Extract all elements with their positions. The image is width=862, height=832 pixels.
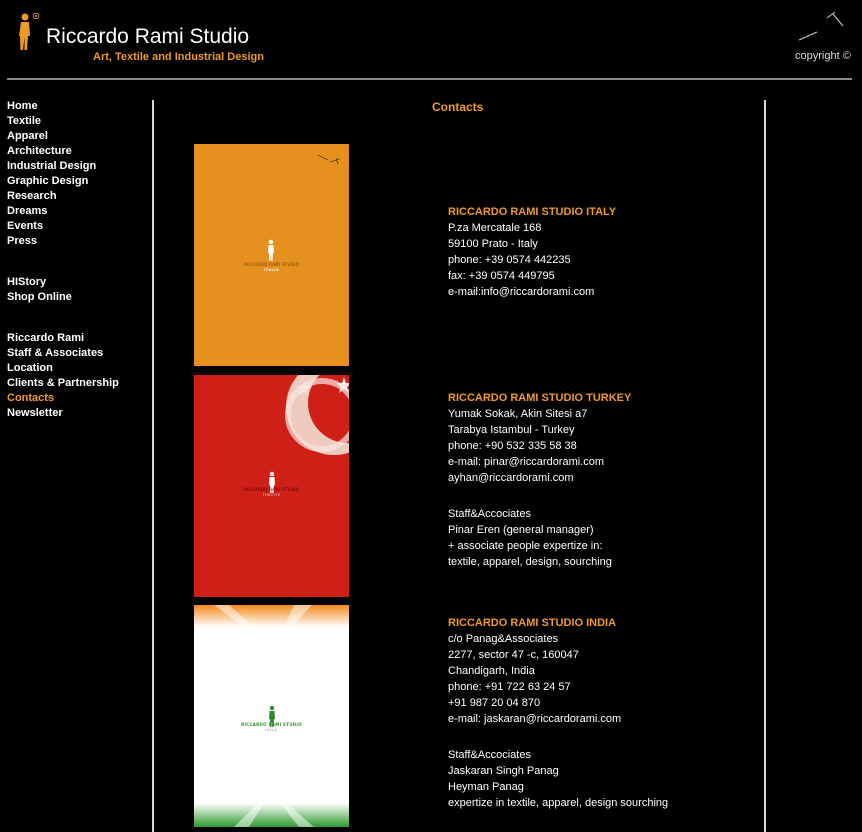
studio-logo-figure-icon[interactable] bbox=[14, 12, 40, 52]
italy-phone: phone: +39 0574 442235 bbox=[448, 254, 571, 266]
nav-item-dreams[interactable]: Dreams bbox=[7, 205, 48, 217]
india-address-line: 2277, sector 47 -c, 160047 bbox=[448, 649, 579, 661]
nav-item-graphic-design[interactable]: Graphic Design bbox=[7, 175, 89, 187]
india-staff-line: expertize in textile, apparel, design sourching bbox=[448, 797, 669, 809]
sidebar-nav bbox=[7, 100, 119, 422]
turkey-address-line: Yumak Sokak, Akin Sitesi a7 bbox=[448, 408, 588, 420]
turkey-card-sublabel: TURKIYE bbox=[262, 493, 281, 497]
turkey-flag-crescent-art bbox=[194, 375, 349, 597]
content-divider-right bbox=[764, 100, 766, 832]
card-turkey bbox=[194, 375, 349, 597]
nav-item-events[interactable]: Events bbox=[7, 220, 44, 232]
india-card-label: RICCARDO RAMI STUDIO bbox=[241, 722, 302, 727]
contact-title-turkey: RICCARDO RAMI STUDIO TURKEY bbox=[448, 392, 632, 404]
india-card-art bbox=[194, 605, 349, 827]
nav-item-architecture[interactable]: Architecture bbox=[7, 145, 72, 157]
contact-block-italy bbox=[448, 206, 616, 302]
nav-item-contacts[interactable]: Contacts bbox=[7, 392, 55, 404]
turkey-city-line: Tarabya Istambul - Turkey bbox=[448, 424, 575, 436]
india-email-link[interactable]: e-mail: jaskaran@riccardorami.com bbox=[448, 713, 622, 725]
turkey-email-link[interactable]: e-mail: pinar@riccardorami.com bbox=[448, 456, 605, 468]
italy-city-line: 59100 Prato - Italy bbox=[448, 238, 538, 250]
nav-group-studio bbox=[7, 332, 119, 422]
india-phone2: +91 987 20 04 870 bbox=[448, 697, 541, 709]
italy-fax: fax: +39 0574 449795 bbox=[448, 270, 555, 282]
site-title[interactable]: Riccardo Rami Studio bbox=[46, 25, 250, 48]
site-subtitle: Art, Textile and Industrial Design bbox=[93, 51, 264, 63]
turkey-staff-line: textile, apparel, design, sourching bbox=[448, 556, 612, 568]
nav-item-press[interactable]: Press bbox=[7, 235, 37, 247]
page-title: Contacts bbox=[432, 100, 484, 114]
italy-card-label: RICCARDO RAMI STUDIO bbox=[243, 262, 300, 267]
nav-group-history bbox=[7, 276, 119, 306]
turkey-staff-line: Pinar Eren (general manager) bbox=[448, 524, 594, 536]
italy-email-link[interactable]: e-mail:info@riccardorami.com bbox=[448, 286, 595, 298]
nav-group-main bbox=[7, 100, 119, 250]
content-divider-left bbox=[152, 100, 154, 832]
india-address-line: c/o Panag&Associates bbox=[448, 633, 559, 645]
card-india bbox=[194, 605, 349, 827]
nav-item-home[interactable]: Home bbox=[7, 100, 38, 112]
contact-title-italy: RICCARDO RAMI STUDIO ITALY bbox=[448, 206, 617, 218]
turkey-card-label: RICCARDO RAMI STUDIO bbox=[243, 487, 300, 492]
nav-item-newsletter[interactable]: Newsletter bbox=[7, 407, 63, 419]
nav-item-industrial-design[interactable]: Industrial Design bbox=[7, 160, 97, 172]
header-divider bbox=[7, 78, 852, 80]
nav-item-location[interactable]: Location bbox=[7, 362, 53, 374]
turkey-staff-line: + associate people expertize in: bbox=[448, 540, 603, 552]
contact-block-turkey bbox=[448, 392, 631, 572]
turkey-phone: phone: +90 532 335 58 38 bbox=[448, 440, 577, 452]
india-card-sublabel: INDIA bbox=[265, 728, 278, 732]
spacer bbox=[448, 488, 631, 508]
nav-item-history[interactable]: HIStory bbox=[7, 276, 47, 288]
nav-item-apparel[interactable]: Apparel bbox=[7, 130, 48, 142]
italy-card-art bbox=[194, 144, 349, 366]
india-phone: phone: +91 722 63 24 57 bbox=[448, 681, 571, 693]
italy-address-line: P.za Mercatale 168 bbox=[448, 222, 542, 234]
copyright-hammer-icon bbox=[797, 10, 849, 44]
nav-item-textile[interactable]: Textile bbox=[7, 115, 42, 127]
contact-block-india bbox=[448, 617, 668, 813]
card-italy bbox=[194, 144, 349, 366]
india-city-line: Chandigarh, India bbox=[448, 665, 535, 677]
india-staff-heading: Staff&Accociates bbox=[448, 749, 531, 761]
spacer bbox=[448, 729, 668, 749]
nav-item-riccardo-rami[interactable]: Riccardo Rami bbox=[7, 332, 85, 344]
india-staff-line: Heyman Panag bbox=[448, 781, 524, 793]
nav-item-research[interactable]: Research bbox=[7, 190, 57, 202]
copyright-link[interactable]: copyright © bbox=[795, 50, 851, 62]
turkey-email2-link[interactable]: ayhan@riccardorami.com bbox=[448, 472, 574, 484]
nav-item-staff-associates[interactable]: Staff & Associates bbox=[7, 347, 104, 359]
italy-card-sublabel: ITALIA bbox=[263, 268, 280, 272]
turkey-staff-heading: Staff&Accociates bbox=[448, 508, 531, 520]
contact-title-india: RICCARDO RAMI STUDIO INDIA bbox=[448, 617, 617, 629]
nav-item-shop-online[interactable]: Shop Online bbox=[7, 291, 72, 303]
india-staff-line: Jaskaran Singh Panag bbox=[448, 765, 559, 777]
nav-item-clients-partnership[interactable]: Clients & Partnership bbox=[7, 377, 119, 389]
